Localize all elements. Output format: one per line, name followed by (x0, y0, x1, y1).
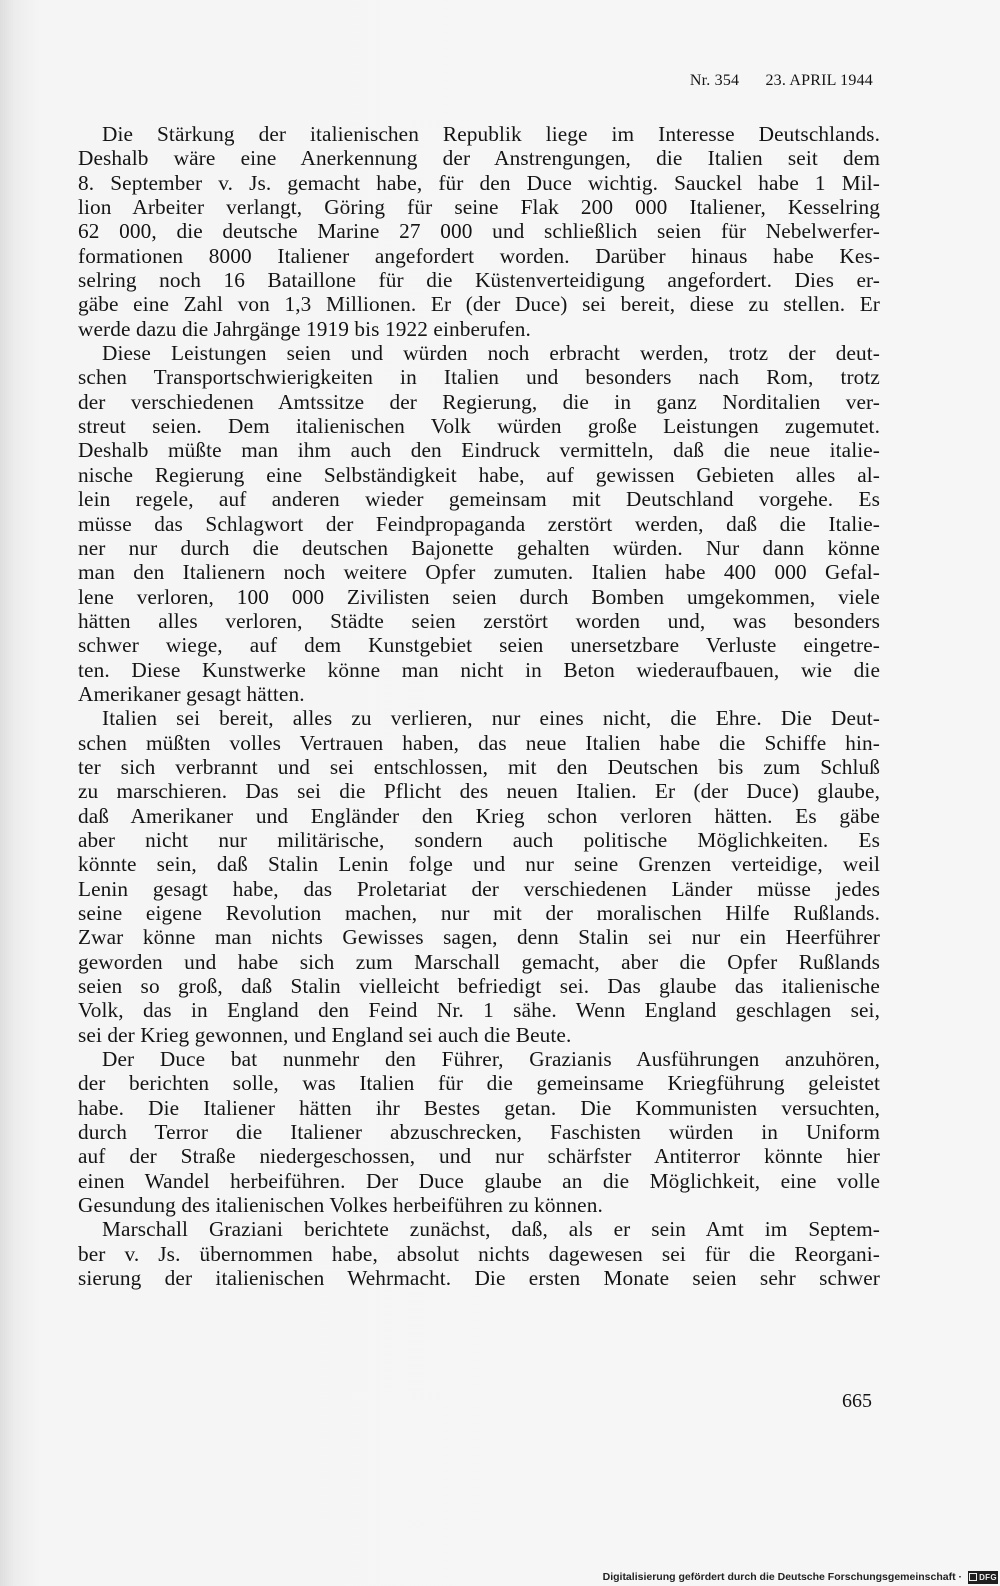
text-line: auf der Straße niedergeschossen, und nur schärfster Antiterror könnte hier (78, 1144, 880, 1169)
funding-credit-text: Digitalisierung gefördert durch die Deutsche Forschungsgemeinschaft · (602, 1571, 962, 1583)
text-line: Italien sei bereit, alles zu verlieren, nur eines nicht, die Ehre. Die Deut- (102, 706, 880, 731)
text-line: Diese Leistungen seien und würden noch erbracht werden, trotz der deut- (102, 341, 880, 366)
text-line: schen müßten volles Vertrauen haben, das neue Italien habe die Schiffe hin- (78, 730, 880, 755)
text-line: zu marschieren. Das sei die Pflicht des neuen Italien. Er (der Duce) glaube, (78, 779, 880, 804)
text-line: ten. Diese Kunstwerke könne man nicht in Beton wiederaufbauen, wie die (78, 657, 880, 682)
text-line: hätten alles verloren, Städte seien zerstört worden und, was besonders (78, 608, 880, 633)
document-date: 23. APRIL 1944 (765, 72, 873, 89)
text-line: ter sich verbrannt und sei entschlossen, mit den Deutschen bis zum Schluß (78, 754, 880, 779)
text-line: gäbe eine Zahl von 1,3 Millionen. Er (der Duce) sei bereit, diese zu stellen. Er (78, 292, 880, 317)
dfg-logo-mark-icon (969, 1573, 977, 1581)
running-head (690, 72, 873, 90)
text-line: Lenin gesagt habe, das Proletariat der verschiedenen Länder müsse jedes (78, 876, 880, 901)
body-text (78, 122, 880, 1291)
text-line: Die Stärkung der italienischen Republik liege im Interesse Deutschlands. (102, 122, 880, 146)
text-line: Deshalb müßte man ihm auch den Eindruck vermitteln, daß die neue italie- (78, 438, 880, 463)
text-line: seine eigene Revolution machen, nur mit der moralischen Hilfe Rußlands. (78, 901, 880, 925)
text-line: Volk, das in England den Feind Nr. 1 sähe. Wenn England geschlagen sei, (78, 998, 880, 1023)
text-line: seien so groß, daß Stalin vielleicht befriedigt sei. Das glaube das italienische (78, 974, 880, 999)
text-line: Gesundung des italienischen Volkes herbeiführen zu können. (78, 1193, 603, 1218)
text-line: könnte sein, daß Stalin Lenin folge und nur seine Grenzen verteidige, weil (78, 852, 880, 877)
dfg-logo-text: DFG (979, 1573, 997, 1582)
text-line: habe. Die Italiener hätten ihr Bestes getan. Die Kommunisten versuchten, (78, 1095, 880, 1120)
text-line: sei der Krieg gewonnen, und England sei auch die Beute. (78, 1022, 572, 1047)
text-line: lene verloren, 100 000 Zivilisten seien durch Bomben umgekommen, viele (78, 584, 880, 609)
text-line: 62 000, die deutsche Marine 27 000 und schließlich seien für Nebelwerfer- (78, 219, 880, 244)
text-line: der berichten solle, was Italien für die gemeinsame Kriegführung geleistet (78, 1071, 880, 1096)
text-line: ner nur durch die deutschen Bajonette gehalten würden. Nur dann könne (78, 535, 880, 560)
text-line: formationen 8000 Italiener angefordert worden. Darüber hinaus habe Kes- (78, 243, 880, 268)
page-number: 665 (842, 1390, 872, 1412)
text-line: werde dazu die Jahrgänge 1919 bis 1922 einberufen. (78, 316, 531, 341)
document-number: Nr. 354 (689, 72, 740, 89)
funding-credit (603, 1571, 962, 1583)
text-line: lion Arbeiter verlangt, Göring für seine Flak 200 000 Italiener, Kesselring (78, 195, 880, 220)
text-line: lein regele, auf anderen wieder gemeinsam mit Deutschland vorgehe. Es (78, 487, 880, 512)
text-line: nische Regierung eine Selbständigkeit habe, auf gewissen Gebieten alles al- (78, 462, 880, 487)
text-line: einen Wandel herbeiführen. Der Duce glaube an die Möglichkeit, eine volle (78, 1168, 880, 1193)
text-line: Amerikaner gesagt hätten. (78, 681, 305, 706)
text-line: müsse das Schlagwort der Feindpropaganda zerstört werden, daß die Italie- (78, 511, 880, 536)
dfg-logo (968, 1571, 998, 1584)
text-line: streut seien. Dem italienischen Volk würden große Leistungen zugemutet. (78, 414, 880, 439)
text-line: der verschiedenen Amtssitze der Regierung, die in ganz Norditalien ver- (78, 389, 880, 414)
text-line: Zwar könne man nichts Gewisses sagen, denn Stalin sei nur ein Heerführer (78, 925, 880, 950)
text-line: sierung der italienischen Wehrmacht. Die ersten Monate seien sehr schwer (78, 1266, 880, 1291)
text-line: Der Duce bat nunmehr den Führer, Grazianis Ausführungen anzuhören, (102, 1047, 880, 1072)
text-line: geworden und habe sich zum Marschall gemacht, aber die Opfer Rußlands (78, 949, 880, 974)
text-line: ber v. Js. übernommen habe, absolut nichts dagewesen sei für die Reorgani- (78, 1241, 880, 1266)
text-line: man den Italienern noch weitere Opfer zumuten. Italien habe 400 000 Gefal- (78, 560, 880, 585)
text-line: daß Amerikaner und Engländer den Krieg schon verloren hätten. Es gäbe (78, 803, 880, 828)
text-line: selring noch 16 Bataillone für die Küstenverteidigung angefordert. Dies er- (78, 268, 880, 293)
text-line: 8. September v. Js. gemacht habe, für den Duce wichtig. Sauckel habe 1 Mil- (78, 170, 880, 195)
text-line: durch Terror die Italiener abzuschrecken, Faschisten würden in Uniform (78, 1120, 880, 1145)
text-line: schen Transportschwierigkeiten in Italien und besonders nach Rom, trotz (78, 365, 880, 390)
text-line: schwer wiege, auf dem Kunstgebiet seien unersetzbare Verluste eingetre- (78, 633, 880, 658)
text-line: aber nicht nur militärische, sondern auch politische Möglichkeiten. Es (78, 827, 880, 852)
text-line: Deshalb wäre eine Anerkennung der Anstrengungen, die Italien seit dem (78, 146, 880, 171)
text-line: Marschall Graziani berichtete zunächst, daß, als er sein Amt im Septem- (102, 1217, 880, 1242)
